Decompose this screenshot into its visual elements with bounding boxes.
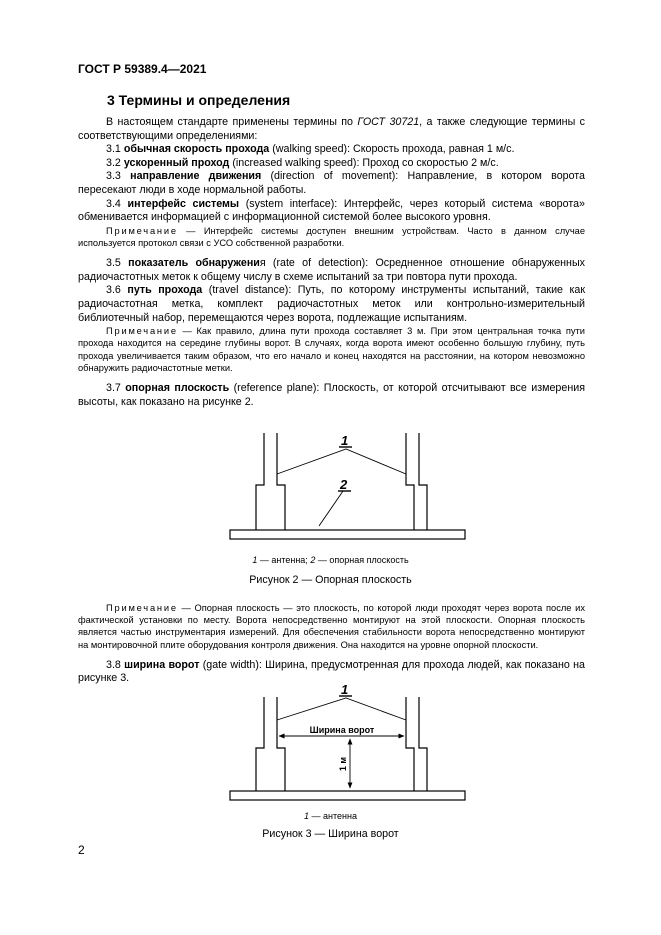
term-definition: (walking speed): Скорость прохода, равная 1 м/с. bbox=[269, 143, 515, 156]
term-number: 3.4 bbox=[106, 197, 128, 210]
figure-2-label-1: 1 bbox=[341, 433, 349, 448]
legend-text: — антенна bbox=[309, 811, 357, 821]
note-label: Примечание bbox=[106, 326, 178, 337]
term-name: интерфейс системы bbox=[127, 197, 240, 210]
figure-3-label-1: 1 bbox=[341, 682, 349, 697]
term-number: 3.1 bbox=[106, 143, 124, 156]
leader-line-1 bbox=[277, 698, 406, 720]
term-definition: (system interface): Интерфейс, через который система «ворота» обменивается информацией с информационной системой более высокого уровня. bbox=[78, 197, 585, 224]
document-header: ГОСТ Р 59389.4—2021 bbox=[78, 62, 207, 76]
term-name: обычная скорость прохода bbox=[123, 143, 270, 156]
page-number: 2 bbox=[78, 843, 85, 857]
section-title: 3 Термины и определения bbox=[107, 92, 291, 108]
term-name: направление движения bbox=[130, 170, 262, 183]
right-antenna-post bbox=[406, 697, 427, 791]
gate-width-label: Ширина ворот bbox=[309, 725, 375, 735]
term-name: опорная плоскость bbox=[125, 381, 230, 394]
term-name: путь прохода bbox=[127, 284, 203, 297]
legend-number: 1 bbox=[304, 811, 310, 821]
left-antenna-post bbox=[256, 697, 285, 791]
figure-3-caption: Рисунок 3 — Ширина ворот bbox=[262, 828, 399, 840]
note-text: — Интерфейс системы доступен внешним устройствам. Часто в данном случае используется протокол связи с УСО собственной разработки. bbox=[78, 225, 585, 248]
term-number: 3.2 bbox=[106, 156, 124, 169]
legend-text: — антенна; bbox=[257, 555, 311, 565]
term-number: 3.5 bbox=[106, 257, 129, 270]
term-number: 3.3 bbox=[106, 170, 131, 183]
note-text: — Опорная плоскость — это плоскость, по которой люди проходят через ворота после их фактической установки по месту. Ворота непосредственно монтируют на этой плоскости. Опорная плоскость является частью инструментария измерений. Для обеспечения стабильности ворота непосредственно монтируют на монтировочной плите оборудования контроля движения. Она находится на уровне опорной плоскости. bbox=[78, 603, 585, 650]
gost-reference: ГОСТ 30721 bbox=[357, 116, 420, 128]
height-label: 1 м bbox=[338, 756, 348, 772]
figure-3-legend bbox=[0, 811, 661, 821]
term-name: ширина ворот bbox=[124, 658, 200, 671]
term-name-tail: я bbox=[259, 257, 266, 270]
legend-number: 1 bbox=[252, 555, 258, 565]
term-definition: (reference plane): Плоскость, от которой отсчитывают все измерения высоты, как показано на рисунке 2. bbox=[78, 381, 585, 408]
term-definition: (gate width): Ширина, предусмотренная для прохода людей, как показано на рисунке 3. bbox=[78, 658, 585, 685]
term-number: 3.7 bbox=[106, 381, 126, 394]
intro-text-1: В настоящем стандарте применены термины по bbox=[106, 116, 358, 128]
term-name: показатель обнаружени bbox=[128, 257, 260, 270]
term-number: 3.8 bbox=[106, 658, 125, 671]
term-definition: (travel distance): Путь, по которому инструменты испытаний, такие как радиочастотная метка, комплект радиочастотных меток или контрольно-измерительный библиотечный набор, перемещаются через ворота, подлежащие испытаниям. bbox=[78, 284, 586, 324]
intro-text-2: , а также следующие термины с соответствующими определениями: bbox=[78, 116, 585, 142]
legend-number: 2 bbox=[310, 555, 316, 565]
figure-2-label-2: 2 bbox=[340, 477, 348, 492]
term-definition: (rate of detection): Осредненное отношение обнаруженных радиочастотных меток к общему числу в схеме испытаний за три повтора пути прохода. bbox=[78, 257, 585, 283]
legend-text: — опорная плоскость bbox=[315, 555, 409, 565]
figure-2-caption: Рисунок 2 — Опорная плоскость bbox=[249, 574, 412, 586]
term-definition: (direction of movement): Направление, в котором ворота пересекают люди в ходе нормальной работы. bbox=[78, 170, 586, 196]
reference-plane-base bbox=[230, 791, 465, 800]
note-label: Примечание bbox=[106, 225, 178, 236]
term-definition: (increased walking speed): Проход со скоростью 2 м/с. bbox=[229, 156, 499, 169]
term-name: ускоренный проход bbox=[123, 156, 230, 169]
note-label: Примечание bbox=[106, 603, 178, 613]
note-text: — Как правило, длина пути прохода составляет 3 м. При этом центральная точка пути прохода находится на середине глубины ворот. В случаях, когда ворота имеют особенно большую глубину, путь прохода увеличивается таким образом, что его начало и конец находятся на расстоянии, на котором невозможно обнаружить радиочастотные метки. bbox=[78, 326, 585, 373]
term-number: 3.6 bbox=[106, 284, 128, 297]
